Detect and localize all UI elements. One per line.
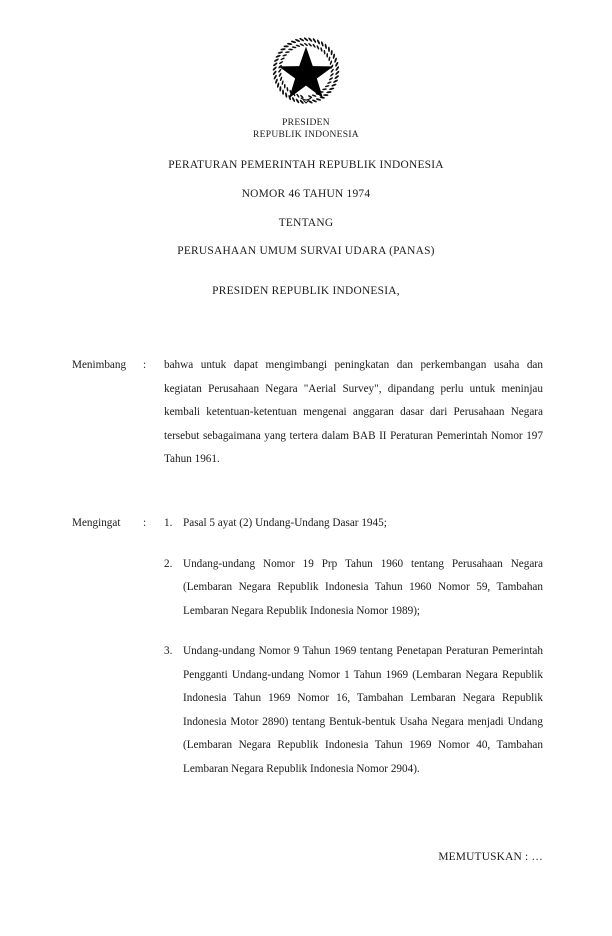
menimbang-label: Menimbang [72, 359, 127, 371]
mengingat-item-number: 3. [164, 645, 173, 657]
mengingat-item-number: 1. [164, 517, 173, 529]
mengingat-item [164, 512, 543, 536]
presidential-emblem-block [0, 26, 612, 141]
document-title-block [0, 158, 612, 258]
mengingat-body [164, 512, 543, 781]
title-subject: PERUSAHAAN UMUM SURVAI UDARA (PANAS) [177, 245, 435, 257]
title-about-keyword: TENTANG [278, 217, 334, 229]
mengingat-item-text: Undang-undang Nomor 19 Prp Tahun 1960 tentang Perusahaan Negara (Lembaran Negara Republik Indonesia Tahun 1960 Nomor 59, Tambahan Lembaran Negara Republik Indonesia Nomor 1989); [183, 557, 543, 617]
mengingat-item-text: Pasal 5 ayat (2) Undang-Undang Dasar 1945; [183, 517, 387, 529]
star-shape [279, 47, 334, 99]
title-number-year: NOMOR 46 TAHUN 1974 [241, 188, 371, 200]
menimbang-paragraph: bahwa untuk dapat mengimbangi peningkatan dan perkembangan usaha dan kegiatan Perusahaan Negara "Aerial Survey", dipandang perlu untuk meninjau kembali ketentuan-ketentuan mengenai anggaran dasar dari Perusahaan Negara tersebut sebagaimana yang tertera dalam BAB II Peraturan Pemerintah Nomor 197 Tahun 1961. [164, 359, 543, 465]
emblem-caption-line2: REPUBLIK INDONESIA [253, 130, 359, 140]
mengingat-colon: : [143, 517, 147, 529]
memutuskan-footer: MEMUTUSKAN : … [438, 851, 543, 863]
mengingat-list [164, 512, 543, 781]
mengingat-item-number: 2. [164, 557, 173, 570]
mengingat-clause [72, 512, 543, 781]
menimbang-colon: : [143, 359, 147, 371]
opening-authority-line: PRESIDEN REPUBLIK INDONESIA, [212, 285, 400, 297]
mengingat-label: Mengingat [72, 517, 121, 529]
menimbang-body [164, 354, 543, 472]
mengingat-item [164, 640, 543, 781]
indonesian-presidential-seal-icon [263, 26, 349, 112]
emblem-caption-line1: PRESIDEN [282, 118, 330, 128]
menimbang-clause [72, 354, 543, 472]
mengingat-item-text: Undang-undang Nomor 9 Tahun 1969 tentang Penetapan Peraturan Pemerintah Pengganti Undang-undang Nomor 1 Tahun 1969 (Lembaran Negara Republik Indonesia Tahun 1969 Nomor 16, Tambahan Lembaran Negara Republik Indonesia Motor 2890) tentang Bentuk-bentuk Usaha Negara menjadi Undang (Lembaran Negara Republik Indonesia Tahun 1969 Nomor 40, Tambahan Lembaran Negara Republik Indonesia Nomor 2904). [183, 645, 543, 775]
mengingat-item [164, 553, 543, 624]
title-regulation-name: PERATURAN PEMERINTAH REPUBLIK INDONESIA [168, 159, 444, 171]
emblem-caption [0, 117, 612, 141]
